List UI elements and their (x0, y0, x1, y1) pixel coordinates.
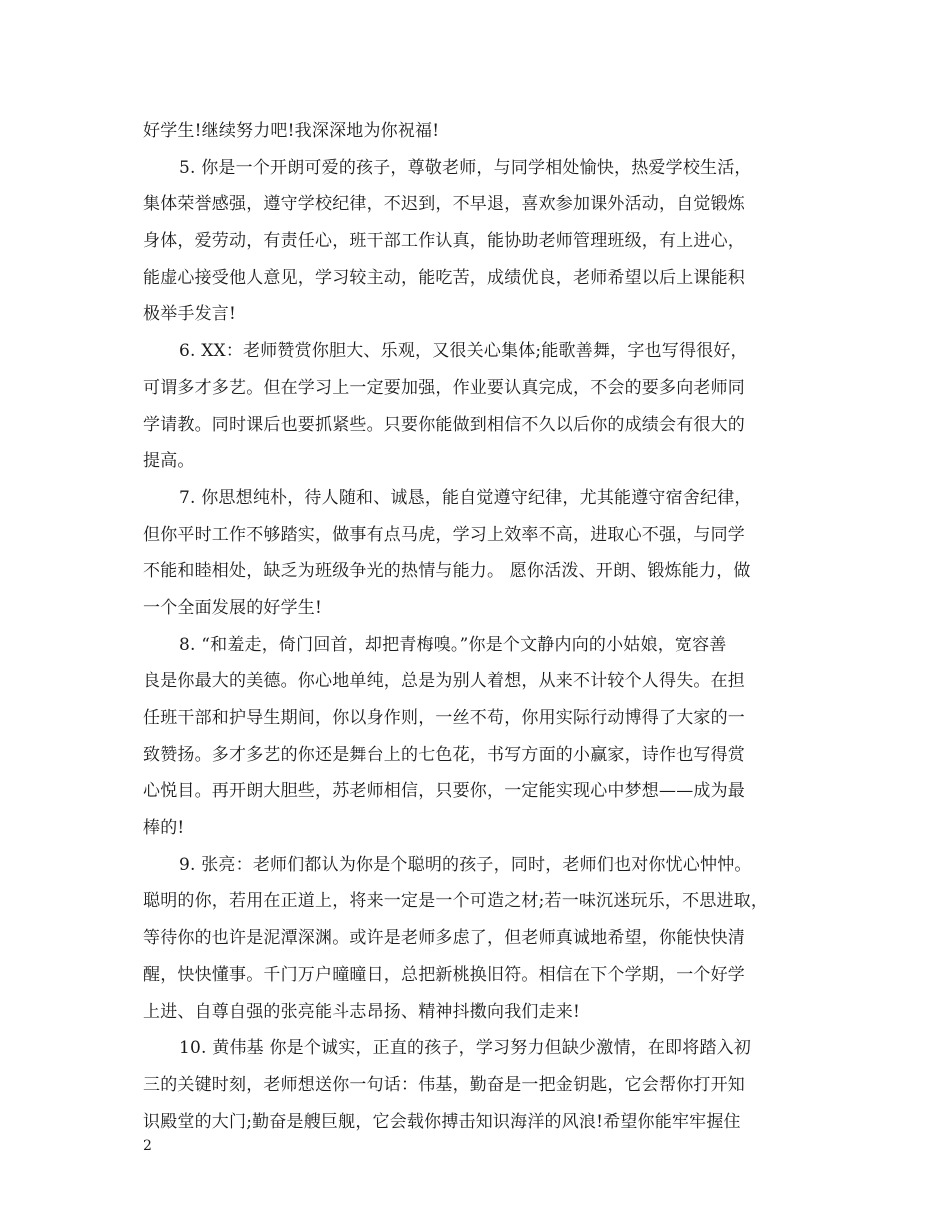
text-line: 识殿堂的大门;勤奋是艘巨舰，它会载你搏击知识海洋的风浪!希望你能牢牢握住 (143, 1111, 741, 1132)
text-line: 能虚心接受他人意见，学习较主动，能吃苦，成绩优良，老师希望以后上课能积 (143, 267, 745, 288)
text-line: 集体荣誉感强，遵守学校纪律，不迟到，不早退，喜欢参加课外活动，自觉锻炼 (143, 194, 745, 215)
text-line: 9. 张亮：老师们都认为你是个聪明的孩子，同时，老师们也对你忧心忡忡。 (179, 854, 752, 875)
text-line: 身体，爱劳动，有责任心，班干部工作认真，能协助老师管理班级，有上进心， (143, 231, 745, 252)
text-line: 良是你最大的美德。你心地单纯，总是为别人着想，从来不计较个人得失。在担 (143, 671, 745, 692)
text-line: 提高。 (143, 451, 195, 472)
text-line: 棒的! (143, 818, 185, 839)
text-line: 醒，快快懂事。千门万户曈曈日，总把新桃换旧符。相信在下个学期，一个好学 (143, 964, 745, 985)
text-line: 5. 你是一个开朗可爱的孩子，尊敬老师，与同学相处愉快，热爱学校生活， (179, 157, 752, 178)
text-line: 任班干部和护导生期间，你以身作则，一丝不苟，你用实际行动博得了大家的一 (143, 708, 745, 728)
text-line: 学请教。同时课后也要抓紧些。只要你能做到相信不久以后你的成绩会有很大的 (143, 414, 745, 435)
text-line: 可谓多才多艺。但在学习上一定要加强，作业要认真完成，不会的要多向老师同 (143, 377, 745, 398)
text-line: 一个全面发展的好学生! (143, 597, 323, 618)
document-body (143, 113, 823, 1140)
text-line: 7. 你思想纯朴，待人随和、诚恳，能自觉遵守纪律，尤其能遵守宿舍纪律， (179, 487, 752, 508)
text-line: 8. “和羞走，倚门回首，却把青梅嗅。”你是个文静内向的小姑娘，宽容善 (179, 634, 727, 655)
page-number: 2 (143, 1138, 152, 1154)
text-line: 极举手发言! (143, 304, 237, 325)
text-line: 三的关键时刻，老师想送你一句话：伟基，勤奋是一把金钥匙，它会帮你打开知 (143, 1074, 745, 1095)
text-line: 6. XX：老师赞赏你胆大、乐观，又很关心集体;能歌善舞，字也写得很好， (179, 341, 748, 362)
text-line: 10. 黄伟基 你是个诚实，正直的孩子，学习努力但缺少激情，在即将踏入初 (179, 1038, 752, 1059)
text-line: 好学生!继续努力吧!我深深地为你祝福! (143, 121, 440, 141)
text-line: 等待你的也许是泥潭深渊。或许是老师多虑了，但老师真诚地希望，你能快快清 (143, 928, 745, 949)
text-line: 不能和睦相处，缺乏为班级争光的热情与能力。 愿你活泼、开朗、锻炼能力，做 (143, 561, 751, 582)
text-line: 心悦目。再开朗大胆些，苏老师相信，只要你，一定能实现心中梦想——成为最 (143, 781, 745, 802)
text-line: 致赞扬。多才多艺的你还是舞台上的七色花，书写方面的小赢家，诗作也写得赏 (143, 744, 745, 765)
text-line: 上进、自尊自强的张亮能斗志昂扬、精神抖擞向我们走来! (143, 1001, 581, 1022)
text-line: 但你平时工作不够踏实，做事有点马虎，学习上效率不高，进取心不强，与同学 (143, 524, 745, 545)
text-line: 聪明的你，若用在正道上，将来一定是一个可造之材;若一味沉迷玩乐，不思进取， (143, 891, 769, 912)
